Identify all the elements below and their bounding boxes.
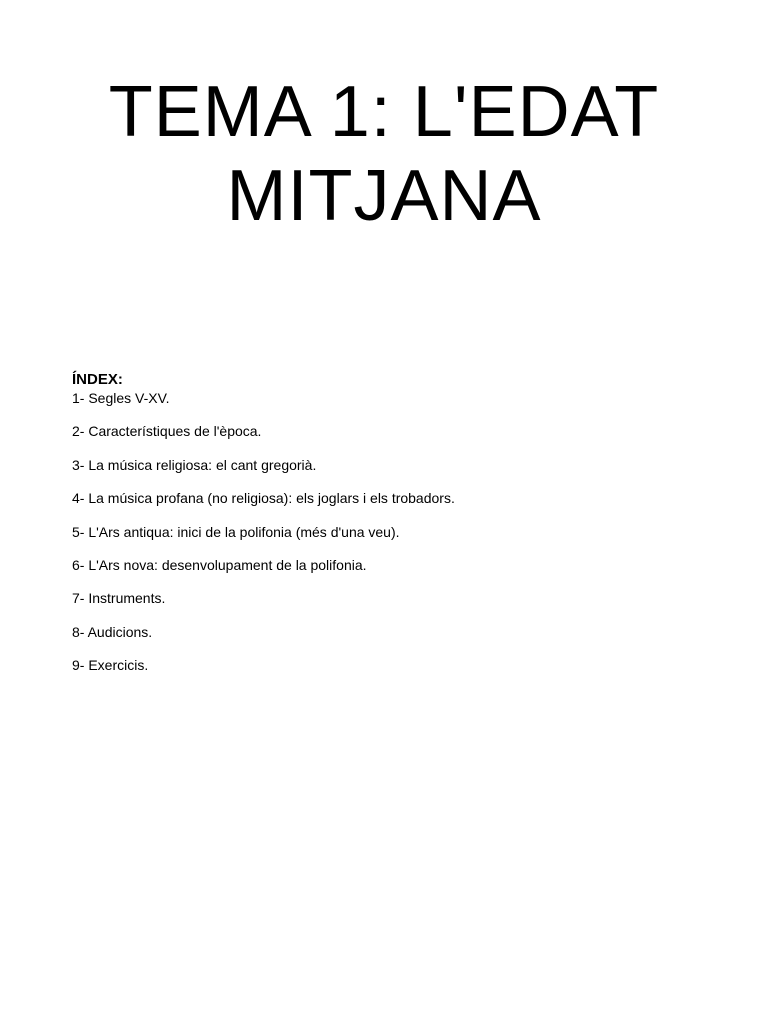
- index-item-7: 7- Instruments.: [72, 590, 166, 607]
- index-heading: ÍNDEX:: [72, 371, 123, 388]
- document-title: [0, 70, 768, 238]
- title-line-1: TEMA 1: L'EDAT: [108, 72, 660, 152]
- index-list: [72, 389, 712, 674]
- index-item-3: 3- La música religiosa: el cant gregorià.: [72, 456, 317, 473]
- index-item-1: 1- Segles V-XV.: [72, 390, 170, 406]
- index-item-8: 8- Audicions.: [72, 623, 153, 640]
- index-item-6: 6- L'Ars nova: desenvolupament de la polifonia.: [72, 556, 367, 573]
- index-item-5: 5- L'Ars antiqua: inici de la polifonia (més d'una veu).: [72, 523, 400, 540]
- title-line-2: MITJANA: [226, 156, 542, 236]
- index-item-9: 9- Exercicis.: [72, 657, 149, 674]
- table-of-contents: [72, 370, 712, 690]
- index-item-4: 4- La música profana (no religiosa): els joglars i els trobadors.: [72, 490, 455, 507]
- index-item-2: 2- Característiques de l'època.: [72, 423, 262, 440]
